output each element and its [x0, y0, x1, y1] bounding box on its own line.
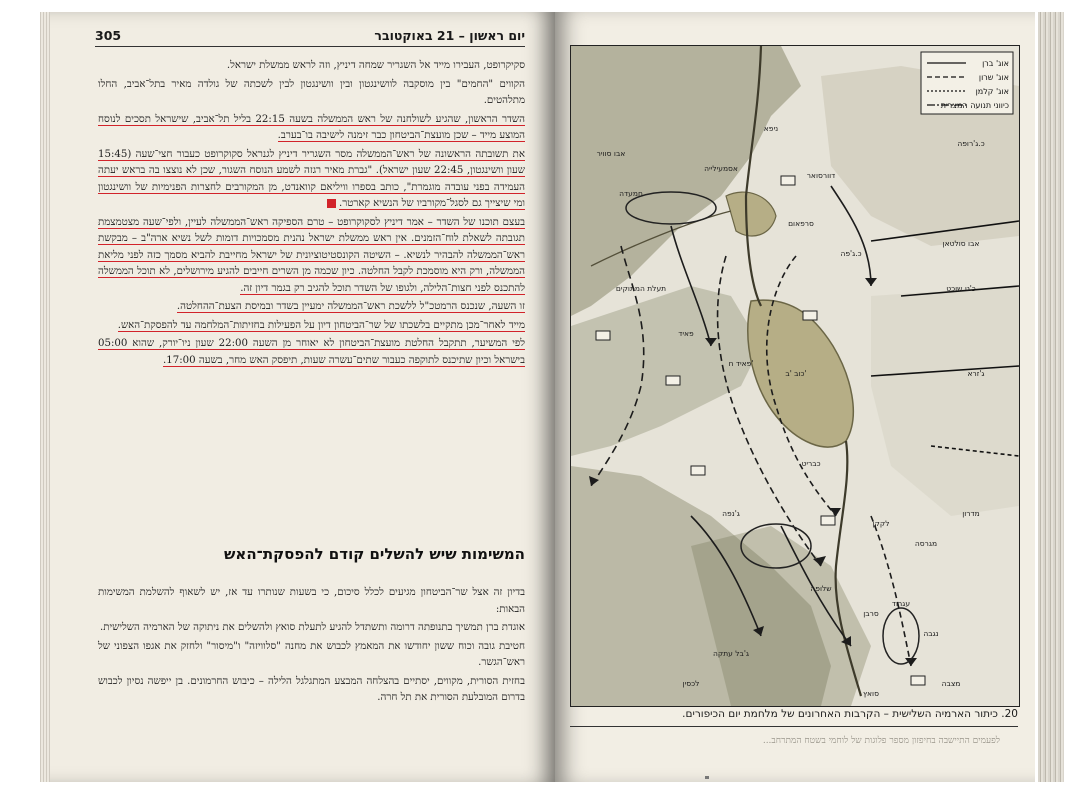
place-label: דוורסואר [806, 171, 836, 180]
place-label: פאיד ח' [728, 359, 754, 368]
legend-entry: אוג' שרון [978, 73, 1009, 82]
place-label: לכסין [682, 679, 700, 688]
place-label: ג'בל עתקה [713, 649, 749, 658]
place-label: מצבה [941, 679, 961, 688]
place-label: נגבה [923, 629, 939, 638]
paragraph-text: את תשובתה הראשונה של ראש־הממשלה מסר השגריר דיניץ לגנראל סקוקרופט כעבור חצי־שעה (15:45 שעון וושינגטון, 22:45 שעון ישראל). "גברת מאיר רגזה לשמע הנוסח השגור, שכן לא נוצצו בה בראש יעתה העמידה בפני עובדה מוגמרת", כותב בספרו וויליאם קוואנדט, מן המקורבים לחצרות הפנימיות של וושינגטון ומי שיצייך גם לסגל־מקורביו של הנשיא קארטר. [98, 148, 525, 209]
figure-caption: 20. כיתור הארמיה השלישית – הקרבות האחרונים של מלחמת יום הכיפורים. [682, 708, 1018, 720]
place-label: אבו סולטאן [942, 239, 980, 248]
place-label: אסמעילייה [704, 164, 738, 173]
place-label: ג'נפה [722, 509, 740, 518]
place-label: סרפאום [788, 219, 814, 228]
paragraph: אוגדת ברן תמשיך בתנופתה דרומה ותשתדל להגיע לתעלת סואץ ולהשלים את ניתוקה של הארמיה השלישית. [100, 622, 525, 633]
place-label: פאיד [678, 329, 694, 338]
paragraph: חטיבת גובה וכוח ששון יחודשו את המאמץ לכבוש את מחנה "סלוויזה" ו"מיסור" ולחזק את אגפו הצפוני של ראש־הגשר. [98, 640, 525, 668]
place-label: כ'ט שוכט [946, 284, 976, 293]
paragraph [98, 77, 525, 110]
paragraph-text: לפי המשיער, תתקבל החלטת מועצת־הביטחון לא יאוחר מן השעה 22:00 שעון ניו־יורק, שהוא 05:00 בישראל וכיון שתיכנס לתוקפה כעבור שתים־עשרה שעות, תיפסק האש מחר, בשעה 17:00. [98, 338, 526, 366]
place-label: כ.ג'רופה [957, 139, 985, 148]
paragraph-text: מייד לאחר־מכן מתקיים בלשכתו של שר־הביטחון דיון על הפעילות בחזיתות־המלחמה עד להפסקת־האש. [117, 319, 525, 331]
paragraph [98, 336, 525, 369]
legend-entry: אוג' קלמן [975, 87, 1009, 96]
place-label: מגרסה [914, 539, 938, 548]
end-of-quote-marker [327, 199, 336, 208]
place-label: כוב 'ב' [785, 369, 807, 378]
place-label: מדרון [962, 509, 980, 518]
legend-entry: כיווני תנועה המצרית [940, 101, 1009, 110]
header-rule [95, 46, 525, 47]
paragraph-text: זו השעה, שנכנס הרמטכ"ל ללשכת ראש־הממשלה ימעיין בשדר ובמיסת הצעת־ההחלטה. [176, 301, 525, 312]
paragraph-text: הקווים "החמים" בין מוסקבה לוושינגטון ובין וושינגטון לבין לשכתה של גולדה מאיר בתל־אביב, החלו מתלהטים. [98, 78, 525, 106]
place-label: ג'זרא [967, 369, 985, 378]
paragraph: בחזית הסורית, מקווים, יסתיים בהצלחה המבצע המתגלגל הלילה – כיבוש החרמונים. בן ייפשה נסיון לכבוש בדרום המובלעת הסורית את תל חרה. [98, 675, 525, 703]
paragraph [98, 112, 525, 145]
body-text-2 [98, 585, 525, 709]
place-label: לקקן [872, 519, 890, 528]
place-label: סואץ [863, 689, 879, 698]
place-label: ניפא [763, 124, 779, 133]
place-label: חמעדה [619, 189, 643, 198]
scan-mark [705, 776, 709, 779]
page-header [95, 28, 525, 48]
place-label: כ.ג'פה [840, 249, 862, 258]
paragraph [98, 318, 525, 335]
section-heading: המשימות שיש להשלים קודם להפסקת־האש [224, 545, 525, 563]
paragraph [98, 147, 525, 213]
legend-entry: אוג' ברן [982, 59, 1009, 68]
page-number: 305 [95, 28, 122, 43]
paragraph [98, 299, 525, 316]
map-figure [570, 45, 1020, 707]
paragraph: בדיון זה אצל שר־הביטחון מגיעים לכלל סיכום, כי בשעות שנותרו עד אז, יש לשאוף להשלמת המשימות הבאות: [98, 587, 525, 615]
paragraph-text: בעצם תוכנו של השדר – אמר דיניץ לסקוקרופט – טרם הספיקה ראש־הממשלה לעיין, ולפי־שעה מצטמצמת תגובתה לשאלת לוח־הזמנים. אין ראש ממשלת ישראל נהנית מסמכויות דומות לשל נשיא ארה"ב – מבקשת ראש־הממשלה להבהיר לנשיא. – השיטה הקונסטיטוציונית של ישראל מחייבת להביא מסמך כזה לפני מליאת הממשלה, ורק היא מוסמכת לקבל החלטה. כיון שכמה מן השרים חייבים להגיע מירושלים, לא תוכל הממשלה להתכנס לפני חצות־הלילה, ולגופו של השדר תוכל להגיב רק בגמר דיון זה. [98, 216, 525, 294]
caption-rule [570, 726, 1018, 727]
paragraph-text: השדר הראשון, שהגיע לשולחנה של ראש הממשלה בשעה 22:15 בליל תל־אביב, שישראל תסכים לנוסח המוצע מייד – שכן מועצת־הביטחון כבר זימנה לישיבה בו־בערב. [98, 113, 526, 141]
paragraph [98, 215, 525, 298]
place-label: סרבן [863, 609, 879, 618]
bleed-through-text: לפעמים התיישבה בחיפזון מספר פלוגות של לוחמי בשטח המתרחב... [762, 736, 1000, 746]
place-label: תעלת המתוקים [615, 284, 667, 293]
paragraph [98, 58, 525, 75]
body-text [98, 58, 525, 371]
place-label: אבו סוויר [596, 149, 626, 158]
map-svg [571, 46, 1019, 706]
place-label: עגרוד [891, 599, 911, 608]
right-page-edges [1038, 12, 1064, 782]
place-label: כבריט [801, 459, 821, 468]
paragraph-text: סקיקרופט, העבירו מייד אל השגריר שמחה דיניץ, וזה לראש ממשלת ישראל. [226, 60, 525, 71]
left-page-edge [40, 12, 50, 782]
place-label: שלופה [810, 584, 832, 593]
header-title: יום ראשון – 21 באוקטובר [374, 28, 525, 43]
